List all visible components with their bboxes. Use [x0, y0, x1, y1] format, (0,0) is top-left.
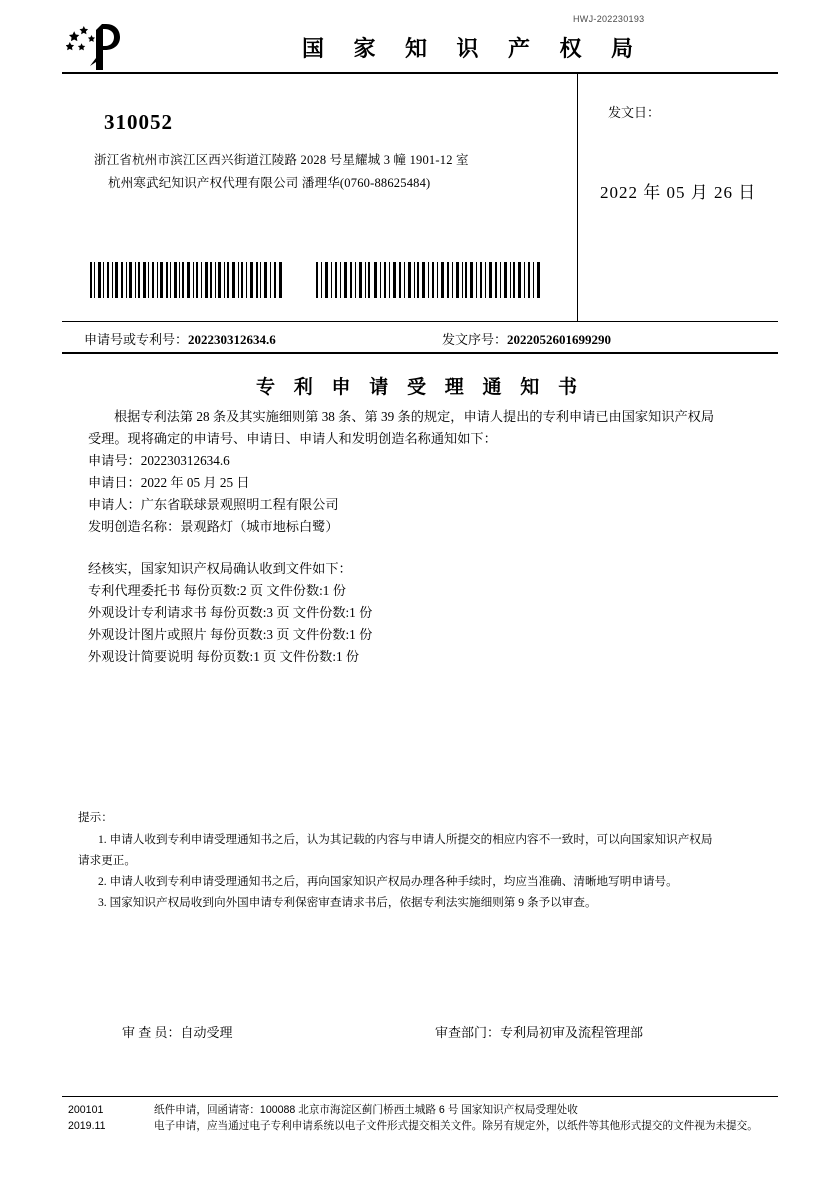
barcode-right [316, 262, 540, 298]
confirm-line: 经核实，国家知识产权局确认收到文件如下： [88, 561, 352, 576]
body-paragraph-1-cont: 受理。现将确定的申请号、申请日、申请人和发明创造名称通知如下： [88, 431, 497, 446]
document-item: 外观设计图片或照片 每份页数:3 页 文件份数:1 份 [88, 627, 373, 642]
body-spacer [88, 538, 760, 558]
invention-title-line: 发明创造名称：景观路灯（城市地标白鹭） [88, 519, 339, 534]
footer-divider [62, 1096, 778, 1097]
department-field [435, 1022, 643, 1041]
footer-line-1: 纸件申请，回函请寄：100088 北京市海淀区蓟门桥西土城路 6 号 国家知识产权局受理处收 [154, 1104, 578, 1116]
application-number-label: 申请号或专利号： [84, 332, 189, 347]
notice-title: 专 利 申 请 受 理 通 知 书 [255, 377, 584, 398]
notes-heading: 提示： [78, 811, 113, 824]
document-header [62, 22, 778, 74]
examiner-value: 自动受理 [180, 1025, 233, 1040]
document-item: 外观设计专利请求书 每份页数:3 页 文件份数:1 份 [88, 605, 373, 620]
number-row [62, 322, 778, 354]
department-label: 审查部门： [435, 1025, 501, 1040]
dispatch-number-value: 2022052601699290 [507, 332, 612, 347]
footer-code-2: 2019.11 [68, 1120, 106, 1132]
application-number-value: 202230312634.6 [188, 332, 276, 347]
reference-code: HWJ-202230193 [573, 14, 645, 24]
issue-date-panel [578, 74, 778, 322]
body-paragraph-1: 根据专利法第 28 条及其实施细则第 38 条、第 39 条的规定，申请人提出的专利申请已由国家知识产权局 [114, 409, 715, 424]
issue-date-label: 发文日： [608, 105, 661, 120]
address-line-2: 杭州寒武纪知识产权代理有限公司 潘理华(0760-88625484) [108, 176, 431, 190]
notice-body [88, 406, 760, 668]
department-value: 专利局初审及流程管理部 [500, 1025, 644, 1040]
applicant-line: 申请人：广东省联球景观照明工程有限公司 [88, 497, 339, 512]
page-title: 国 家 知 识 产 权 局 [302, 36, 646, 61]
dispatch-number-field [442, 329, 611, 348]
notes-section [78, 808, 778, 914]
note-item-1: 1. 申请人收到专利申请受理通知书之后，认为其记载的内容与申请人所提交的相应内容不一致时，可以向国家知识产权局 [98, 833, 713, 846]
document-item: 专利代理委托书 每份页数:2 页 文件份数:1 份 [88, 583, 346, 598]
document-item: 外观设计简要说明 每份页数:1 页 文件份数:1 份 [88, 649, 360, 664]
recipient-panel [62, 74, 578, 322]
issue-date-value: 2022 年 05 月 26 日 [600, 183, 757, 202]
address-block [62, 74, 778, 322]
barcode-row [62, 262, 578, 304]
application-date-line: 申请日：2022 年 05 月 25 日 [88, 475, 250, 490]
barcode-left [90, 262, 282, 298]
dispatch-number-label: 发文序号： [442, 332, 508, 347]
national-emblem-icon [66, 22, 128, 72]
postcode: 310052 [104, 110, 173, 134]
footer-code-1: 200101 [68, 1104, 104, 1116]
note-item-1-cont: 请求更正。 [78, 854, 136, 867]
application-number-field [84, 329, 276, 348]
note-item-3: 3. 国家知识产权局收到向外国申请专利保密审查请求书后，依据专利法实施细则第 9 条予以审查。 [98, 896, 597, 909]
note-item-2: 2. 申请人收到专利申请受理通知书之后，再向国家知识产权局办理各种手续时，均应当准确、清晰地写明申请号。 [98, 875, 678, 888]
address-line-1: 浙江省杭州市滨江区西兴街道江陵路 2028 号星耀城 3 幢 1901-12 室 [94, 153, 469, 167]
examiner-label: 审 查 员： [122, 1025, 181, 1040]
application-number-line: 申请号：202230312634.6 [88, 453, 230, 468]
footer-line-2: 电子申请，应当通过电子专利申请系统以电子文件形式提交相关文件。除另有规定外，以纸件等其他形式提交的文件视为未提交。 [154, 1120, 758, 1132]
examiner-field [122, 1022, 233, 1041]
